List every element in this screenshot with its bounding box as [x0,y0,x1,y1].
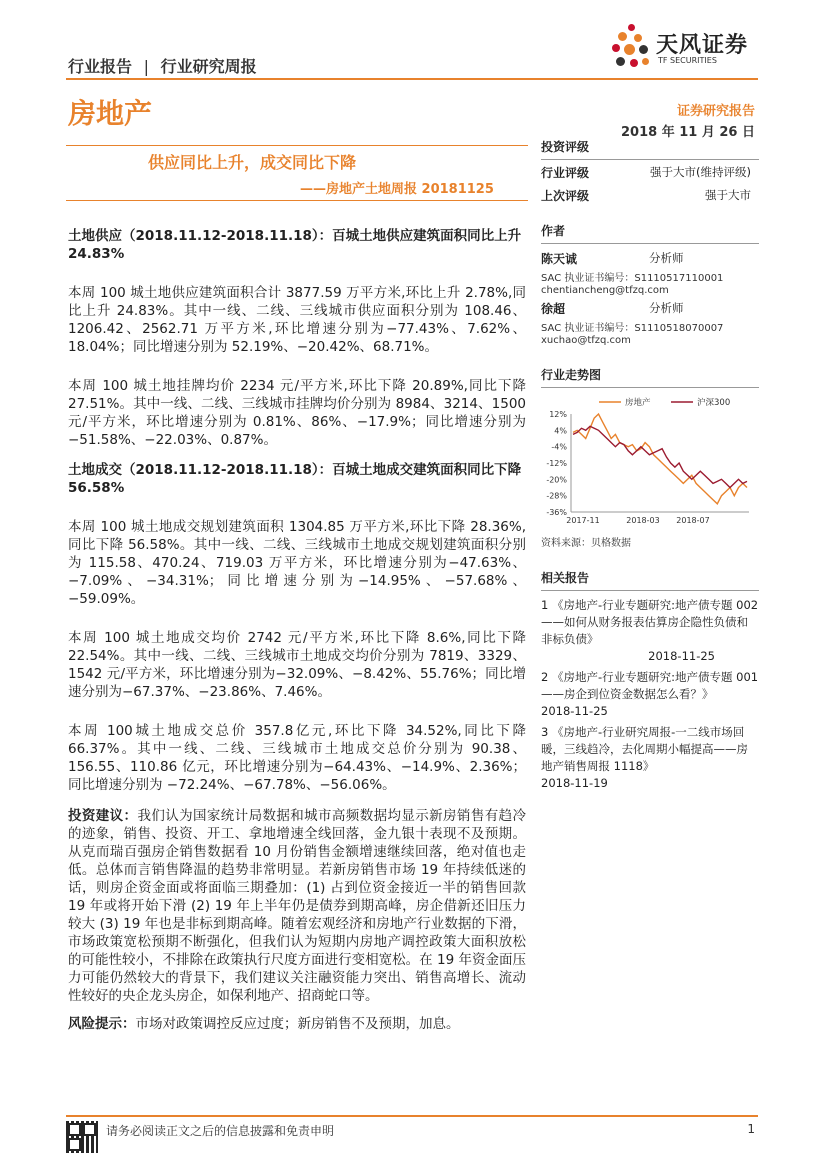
footer-divider [66,1115,758,1117]
y-tick-label: -36% [546,508,567,517]
transaction-paragraph-3: 本周 100城土地成交总价 357.8亿元,环比下降 34.52%,同比下降 66.37%。其中一线、二线、三线城市土地成交总价分别为 90.38、156.55、110.86 亿元，环比增速分别为−64.43%、−14.9%、2.36%；同比增速分别为 −72.24%、−67.78%、−56.06%。 [68,723,526,793]
author-1-sac: SAC 执业证书编号：S1110517110001 [541,273,724,284]
rating-rule [541,159,759,160]
company-logo [612,22,762,74]
risk-notice [68,1015,526,1033]
industry-rating-row [541,164,759,181]
page-number: 1 [747,1122,755,1136]
supply-heading: 土地供应（2018.11.12-2018.11.18）：百城土地供应建筑面积同比上升 24.83% [68,228,522,262]
x-tick-label: 2017-11 [566,516,600,525]
header-category [68,54,257,77]
supply-section [68,227,526,449]
report-subtitle: ——房地产土地周报 20181125 [300,182,494,197]
related-item[interactable]: 1 《房地产-行业专题研究:地产债专题 002——如何从财务报表估算房企隐性负债和非标负债》 2018-11-25 [541,598,759,663]
sector-title: 房地产 [68,97,153,130]
prev-rating-row [541,187,759,204]
investment-advice [68,807,526,1005]
x-tick-label: 2018-03 [626,516,660,525]
series-line-2 [573,426,747,487]
industry-rating-value: 强于大市(维持评级) [650,165,751,179]
related-list [541,597,759,792]
y-tick-label: -12% [546,459,567,468]
author-rule [541,243,759,244]
transaction-section [68,461,526,794]
sidebar [541,138,759,792]
risk-label: 风险提示： [68,1016,136,1032]
header-divider [66,78,758,80]
transaction-paragraph-2: 本周 100 城土地成交均价 2742 元/平方米,环比下降 8.6%,同比下降 22.54%。其中一线、二线、三线城市土地成交均价分别为 7819、3329、1542 元/平方米，环比增速分别为−32.09%、−8.42%、55.76%；同比增速分别为−67.37%、−23.86%、7.46%。 [68,630,526,700]
report-title: 供应同比上升，成交同比下降 [148,153,357,172]
author-2 [541,300,759,346]
related-rule [541,590,759,591]
author-2-sac: SAC 执业证书编号：S1110518070007 [541,323,724,334]
trend-title: 行业走势图 [541,368,602,382]
industry-rating-label: 行业评级 [541,166,590,180]
y-tick-label: -28% [546,491,567,501]
series-line-1 [573,414,747,504]
category-separator: | [143,57,149,76]
chart-source: 资料来源：贝格数据 [541,538,631,549]
rating-title: 投资评级 [541,140,590,154]
author-2-email[interactable]: xuchao@tfzq.com [541,335,631,346]
author-1-role: 分析师 [649,251,684,265]
logo-cn: 天风证券 [656,33,749,58]
author-2-name: 徐超 [541,302,566,316]
prev-rating-value: 强于大市 [705,188,751,202]
report-type: 证券研究报告 [676,104,755,119]
investment-label: 投资建议： [68,808,138,824]
legend-label: 房地产 [625,398,651,408]
title-top-rule [66,145,528,146]
y-tick-label: 12% [549,410,567,419]
logo-en: TF SECURITIES [658,56,717,65]
industry-trend-chart [541,392,759,532]
category-label: 行业报告 [68,57,133,76]
investment-text: 我们认为国家统计局数据和城市高频数据均显示新房销售有趋冷的迹象，销售、投资、开工、拿地增速全线回落，金九银十表现不及预期。从克而瑞百强房企销售数据看 10 月份销售金额增速继续回落，绝对值也走低。总体而言销售降温的趋势非常明显。若新房销售市场 19 年持续低迷的话，则房企资金面或将面临三期叠加：(1) 占到位资金接近一半的销售回款 19 年或将开始下滑 (2) 19 年上半年仍是债券到期高峰，房企借新还旧压力较大 (3) 19 年也是非标到期高峰。随着宏观经济和房地产行业数据的下滑，市场政策宽松预期不断强化，但我们认为短期内房地产调控政策大面积放松的可能性较小，不排除在政策执行尺度方面进行变相宽松。在 19 年资金面压力可能仍然较大的背景下，我们建议关注融资能力突出、销售高增长、流动性较好的央企龙头房企，如保利地产、招商蛇口等。 [68,808,526,1004]
transaction-heading: 土地成交（2018.11.12-2018.11.18）：百城土地成交建筑面积同比下降 56.58% [68,462,522,496]
main-content [68,227,526,1033]
risk-text: 市场对政策调控反应过度；新房销售不及预期，加息。 [135,1016,460,1032]
author-2-role: 分析师 [649,301,684,315]
y-tick-label: 4% [554,426,567,436]
related-title: 相关报告 [541,571,590,585]
y-tick-label: -4% [551,442,567,452]
x-tick-label: 2018-07 [676,516,710,525]
title-bottom-rule [66,200,528,201]
author-1 [541,250,759,296]
logo-mark [612,24,652,70]
author-title: 作者 [541,224,566,238]
qr-code [66,1121,98,1153]
related-item[interactable]: 3 《房地产-行业研究周报-一二线市场回暖，三线趋冷，去化周期小幅提高——房地产销售周报 1118》 2018-11-19 [541,725,748,790]
report-date: 2018 年 11 月 26 日 [621,125,755,140]
supply-paragraph-1: 本周 100 城土地供应建筑面积合计 3877.59 万平方米,环比上升 2.78%,同比上升 24.83%。其中一线、二线、三线城市供应面积分别为 108.46、1206.42、2562.71 万平方米,环比增速分别为−77.43%、7.62%、18.04%；同比增速分别为 52.19%、−20.42%、68.71%。 [68,285,526,355]
subcategory-label: 行业研究周报 [160,57,257,76]
y-tick-label: -20% [546,475,567,485]
prev-rating-label: 上次评级 [541,189,590,203]
author-1-name: 陈天诚 [541,252,578,266]
transaction-paragraph-1: 本周 100 城土地成交规划建筑面积 1304.85 万平方米,环比下降 28.36%,同比下降 56.58%。其中一线、二线、三线城市土地成交规划建筑面积分别为 115.58、470.24、719.03 万平方米，环比增速分别为−47.63%、−7.09%、−34.31%；同比增速分别为−14.95%、−57.68%、−59.09%。 [68,519,526,607]
author-1-email[interactable]: chentiancheng@tfzq.com [541,285,669,296]
trend-rule [541,387,759,388]
supply-paragraph-2: 本周 100 城土地挂牌均价 2234 元/平方米,环比下降 20.89%,同比下降 27.51%。其中一线、二线、三线城市挂牌均价分别为 8984、3214、1500 元/平方米，环比增速分别为 0.81%、86%、−17.9%；同比增速分别为 −51.58%、−22.03%、0.87%。 [68,378,526,448]
footer-disclaimer: 请务必阅读正文之后的信息披露和免责申明 [106,1124,335,1138]
related-item[interactable]: 2 《房地产-行业专题研究:地产债专题 001——房企到位资金数据怎么看？》 2018-11-25 [541,670,759,718]
legend-label: 沪深300 [697,398,731,408]
